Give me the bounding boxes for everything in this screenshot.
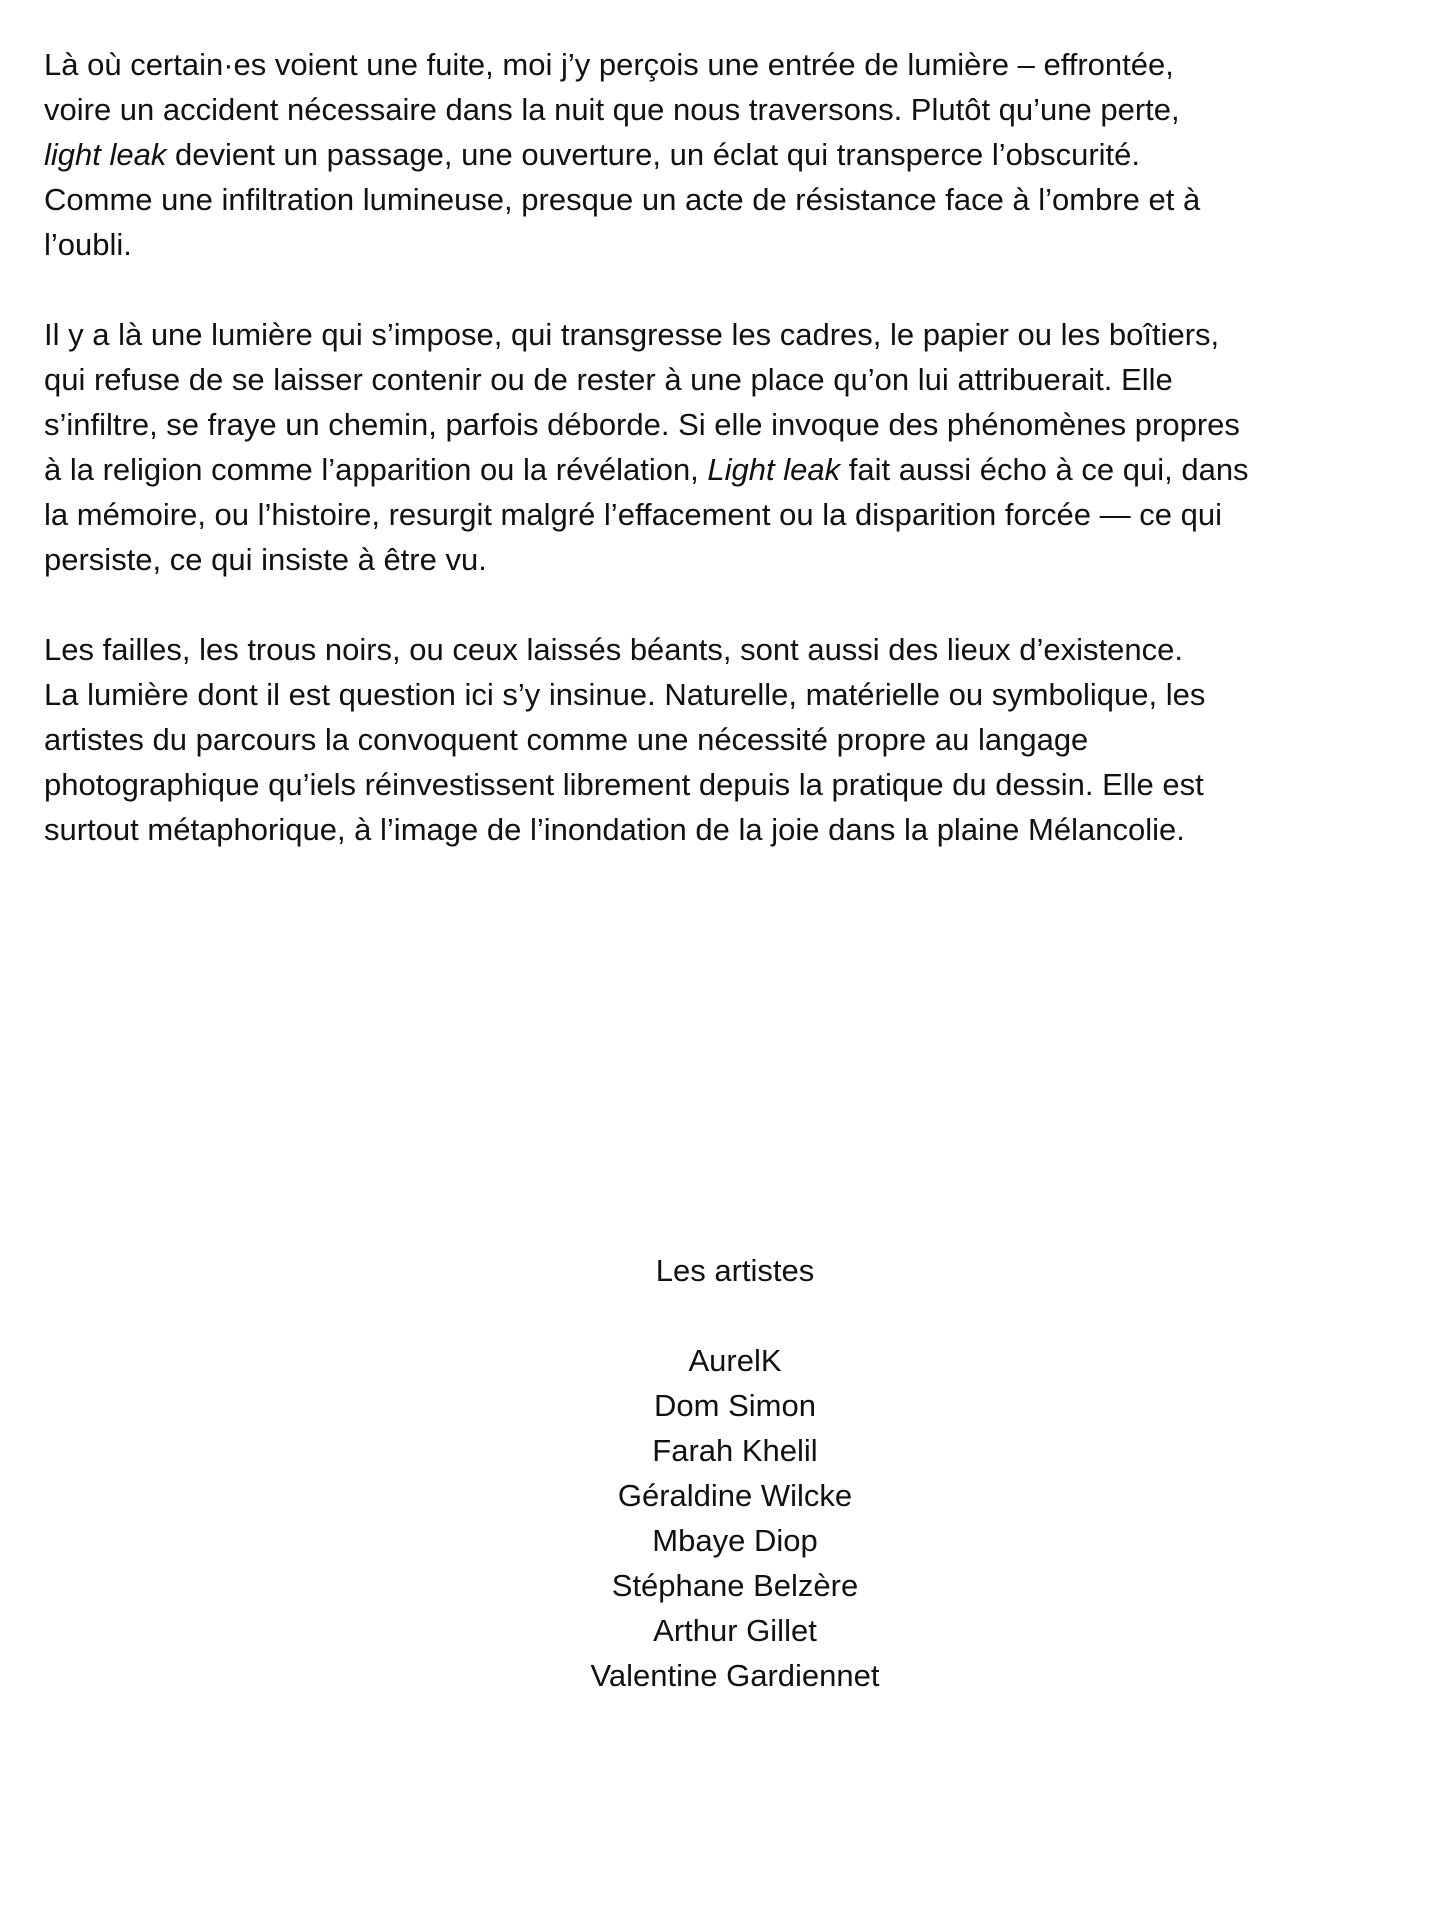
- text-line: [44, 42, 1424, 87]
- text-line: [44, 177, 1424, 222]
- text-line: [44, 717, 1424, 762]
- text-segment: Les failles, les trous noirs, ou ceux laissés béants, sont aussi des lieux d’existence.: [44, 632, 1183, 667]
- text-segment: Là où certain·es voient une fuite, moi j’y perçois une entrée de lumière – effrontée,: [44, 47, 1174, 82]
- text-line: [44, 627, 1424, 672]
- paragraph-1: [44, 42, 1424, 267]
- artist-name: Stéphane Belzère: [611, 1568, 859, 1603]
- artist-name: Valentine Gardiennet: [590, 1658, 880, 1693]
- text-line: [44, 87, 1424, 132]
- text-segment: photographique qu’iels réinvestissent librement depuis la pratique du dessin. Elle est: [44, 767, 1204, 802]
- text-segment: persiste, ce qui insiste à être vu.: [44, 542, 487, 577]
- text-segment: qui refuse de se laisser contenir ou de rester à une place qu’on lui attribuerait. Elle: [44, 362, 1173, 397]
- text-line: [44, 807, 1424, 852]
- paragraph-2: [44, 312, 1424, 582]
- text-line: [44, 132, 1424, 177]
- text-segment: la mémoire, ou l’histoire, resurgit malgré l’effacement ou la disparition forcée — ce qui: [44, 497, 1222, 532]
- italic-title-text: Light leak: [707, 452, 841, 487]
- artist-name: Géraldine Wilcke: [617, 1478, 853, 1513]
- artist-list: [0, 1338, 1444, 1698]
- text-segment: La lumière dont il est question ici s’y insinue. Naturelle, matérielle ou symbolique, les: [44, 677, 1206, 712]
- text-line: [44, 537, 1424, 582]
- text-segment: surtout métaphorique, à l’image de l’inondation de la joie dans la plaine Mélancolie.: [44, 812, 1185, 847]
- text-segment: artistes du parcours la convoquent comme une nécessité propre au langage: [44, 722, 1089, 757]
- artist-name: Dom Simon: [654, 1388, 816, 1423]
- text-line: [44, 222, 1424, 267]
- text-line: [44, 402, 1424, 447]
- text-segment: à la religion comme l’apparition ou la révélation,: [44, 452, 708, 487]
- artist-name: Farah Khelil: [652, 1433, 818, 1468]
- text-segment: devient un passage, une ouverture, un éclat qui transperce l’obscurité.: [166, 137, 1141, 172]
- italic-title-text: light leak: [44, 137, 167, 172]
- text-segment: Il y a là une lumière qui s’impose, qui transgresse les cadres, le papier ou les boîtiers,: [44, 317, 1220, 352]
- artists-section: [0, 1248, 1444, 1698]
- paragraph-3: [44, 627, 1424, 852]
- text-line: [44, 672, 1424, 717]
- text-segment: l’oubli.: [44, 227, 132, 262]
- text-segment: Comme une infiltration lumineuse, presque un acte de résistance face à l’ombre et à: [44, 182, 1201, 217]
- text-line: [44, 312, 1424, 357]
- text-segment: fait aussi écho à ce qui, dans: [840, 452, 1249, 487]
- introduction-text: [44, 42, 1424, 897]
- text-line: [44, 447, 1424, 492]
- artist-name: AurelK: [688, 1343, 782, 1378]
- artist-name: Arthur Gillet: [653, 1613, 817, 1648]
- text-segment: voire un accident nécessaire dans la nuit que nous traversons. Plutôt qu’une perte,: [44, 92, 1180, 127]
- text-line: [44, 762, 1424, 807]
- text-segment: s’infiltre, se fraye un chemin, parfois déborde. Si elle invoque des phénomènes propres: [44, 407, 1240, 442]
- artist-name: Mbaye Diop: [652, 1523, 818, 1558]
- text-line: [44, 357, 1424, 402]
- text-line: [44, 492, 1424, 537]
- artists-heading: Les artistes: [655, 1253, 815, 1288]
